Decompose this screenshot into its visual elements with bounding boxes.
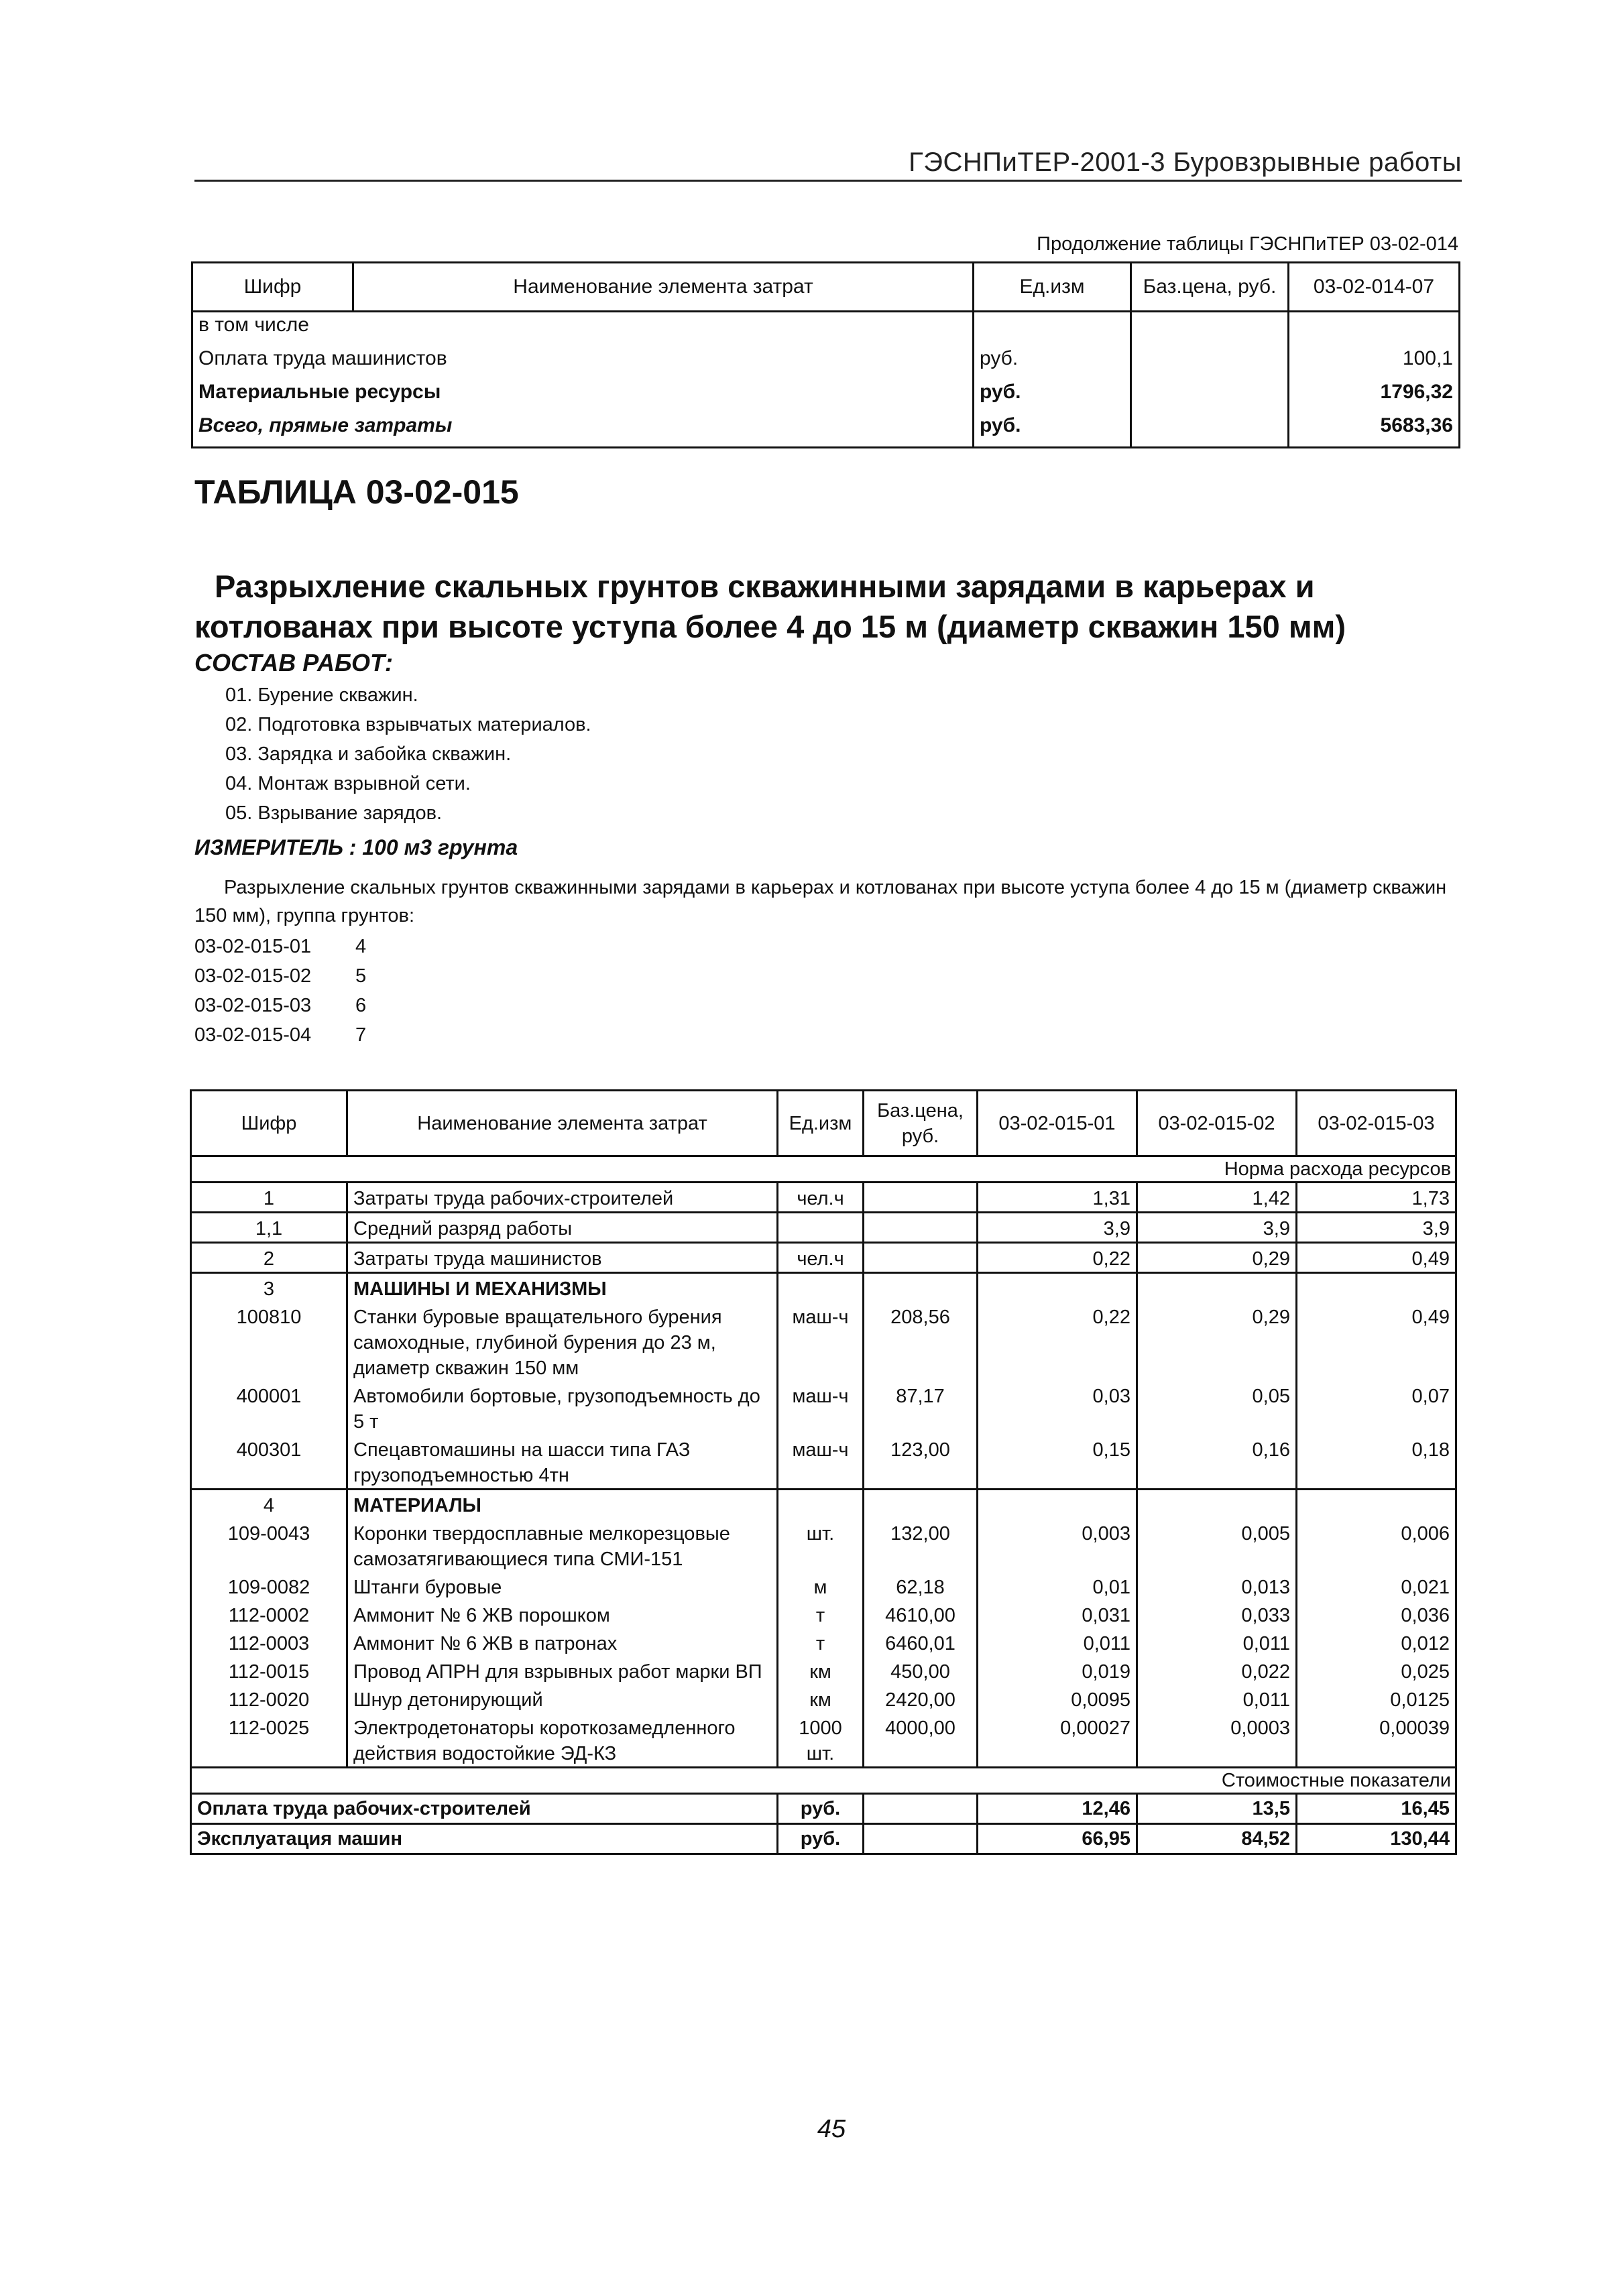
row-code: 112-0002 [191,1600,347,1628]
table-row [191,1302,1456,1381]
row-name: Средний разряд работы [347,1213,778,1243]
row-value: 0,011 [1137,1628,1297,1656]
row-price [864,1490,978,1519]
footer-unit: руб. [778,1824,864,1854]
group: 6 [355,995,367,1016]
row-value: 0,29 [1137,1302,1297,1381]
resource-table [190,1089,1457,1855]
list-item [194,1020,366,1050]
row-value: 100,1 [1289,346,1460,379]
row-code: 112-0003 [191,1628,347,1656]
footer-price [864,1824,978,1854]
column-header: Ед.изм [974,263,1131,312]
table-row [192,379,1460,413]
row-price [864,1213,978,1243]
row-code: 1,1 [191,1213,347,1243]
group: 4 [355,936,367,957]
table-row [191,1685,1456,1713]
row-unit: 1000 шт. [778,1713,864,1768]
table-header-row [191,1091,1456,1156]
row-code: 3 [191,1273,347,1303]
footer-price [864,1794,978,1824]
row-price: 6460,01 [864,1628,978,1656]
row-price [1131,346,1289,379]
footer-value: 13,5 [1137,1794,1297,1824]
row-value [1289,312,1460,347]
column-header: Наименование элемента затрат [347,1091,778,1156]
code: 03-02-015-04 [194,1024,312,1046]
row-unit: м [778,1572,864,1600]
row-price [1131,312,1289,347]
row-value: 1,31 [978,1183,1137,1213]
column-header: 03-02-014-07 [1289,263,1460,312]
row-unit: чел.ч [778,1183,864,1213]
table-row [191,1628,1456,1656]
row-value: 5683,36 [1289,413,1460,448]
row-value [1297,1273,1456,1303]
footer-row [191,1824,1456,1854]
work-list [225,680,591,828]
table-row [191,1183,1456,1213]
table-row [191,1381,1456,1435]
list-item [194,991,366,1020]
row-name: Коронки твердосплавные мелкорезцовые самозатягивающиеся типа СМИ-151 [347,1518,778,1572]
row-name: Станки буровые вращательного бурения самоходные, глубиной бурения до 23 м, диаметр скважин 150 мм [347,1302,778,1381]
row-unit: руб. [974,346,1131,379]
row-code: 400301 [191,1435,347,1490]
row-unit [974,312,1131,347]
table-continuation-caption: Продолжение таблицы ГЭСНПиТЕР 03-02-014 [1037,233,1458,255]
row-price: 4610,00 [864,1600,978,1628]
row-value: 0,003 [978,1518,1137,1572]
row-name: Всего, прямые затраты [192,413,974,448]
row-value [1137,1490,1297,1519]
row-name: Аммонит № 6 ЖВ в патронах [347,1628,778,1656]
row-price: 4000,00 [864,1713,978,1768]
column-header: Баз.цена, руб. [1131,263,1289,312]
row-value: 0,15 [978,1435,1137,1490]
row-unit: маш-ч [778,1302,864,1381]
row-value: 3,9 [978,1213,1137,1243]
row-value: 0,16 [1137,1435,1297,1490]
row-value [978,1490,1137,1519]
row-name: Оплата труда машинистов [192,346,974,379]
table-row [191,1713,1456,1768]
header-rule [194,180,1462,182]
row-value: 0,036 [1297,1600,1456,1628]
row-value: 1,73 [1297,1183,1456,1213]
row-value: 0,01 [978,1572,1137,1600]
list-item: 03. Зарядка и забойка скважин. [225,743,512,765]
column-header: Наименование элемента затрат [353,263,974,312]
footer-value: 66,95 [978,1824,1137,1854]
row-name: МАТЕРИАЛЫ [347,1490,778,1519]
row-value: 0,012 [1297,1628,1456,1656]
row-price [864,1243,978,1273]
list-item: 01. Бурение скважин. [225,684,418,706]
table-row [191,1490,1456,1519]
row-price: 87,17 [864,1381,978,1435]
footer-row [191,1794,1456,1824]
meter-label: ИЗМЕРИТЕЛЬ : 100 м3 грунта [194,835,518,859]
row-code: 109-0082 [191,1572,347,1600]
row-price: 123,00 [864,1435,978,1490]
row-value [1137,1273,1297,1303]
code: 03-02-015-02 [194,965,312,987]
row-value: 0,013 [1137,1572,1297,1600]
row-value: 0,011 [1137,1685,1297,1713]
norm-band-row [191,1156,1456,1183]
row-unit: т [778,1628,864,1656]
row-value [978,1273,1137,1303]
row-code: 4 [191,1490,347,1519]
row-price [864,1273,978,1303]
table-row [191,1600,1456,1628]
row-unit: маш-ч [778,1435,864,1490]
row-code: 100810 [191,1302,347,1381]
row-name: Затраты труда машинистов [347,1243,778,1273]
list-item [194,932,366,961]
code: 03-02-015-01 [194,936,312,957]
row-value: 0,031 [978,1600,1137,1628]
row-code: 2 [191,1243,347,1273]
table-row [192,312,1460,347]
row-value: 0,0125 [1297,1685,1456,1713]
code: 03-02-015-03 [194,995,312,1016]
list-item: 04. Монтаж взрывной сети. [225,773,471,794]
cost-band-label: Стоимостные показатели [191,1768,1456,1794]
continuation-table [191,261,1460,448]
row-value: 0,0095 [978,1685,1137,1713]
footer-unit: руб. [778,1794,864,1824]
group: 5 [355,965,367,987]
list-item [194,961,366,991]
row-price: 450,00 [864,1656,978,1685]
group: 7 [355,1024,367,1046]
row-value: 1,42 [1137,1183,1297,1213]
row-price [1131,413,1289,448]
row-unit [778,1490,864,1519]
row-name: Шнур детонирующий [347,1685,778,1713]
row-value: 0,033 [1137,1600,1297,1628]
table-row [191,1435,1456,1490]
row-unit [778,1213,864,1243]
row-value: 0,49 [1297,1302,1456,1381]
norm-band-label: Норма расхода ресурсов [191,1156,1456,1183]
section-title-line: Разрыхление скальных грунтов скважинными зарядами в карьерах и [215,568,1315,604]
footer-name: Эксплуатация машин [191,1824,778,1854]
row-unit: т [778,1600,864,1628]
footer-value: 84,52 [1137,1824,1297,1854]
row-code: 112-0015 [191,1656,347,1685]
list-item: 05. Взрывание зарядов. [225,802,443,824]
table-row [192,413,1460,448]
row-unit: шт. [778,1518,864,1572]
resource-rows [191,1183,1456,1768]
row-name: Спецавтомашины на шасси типа ГАЗ грузоподъемностью 4тн [347,1435,778,1490]
section-title [194,566,1468,647]
column-header: Баз.цена, руб. [864,1091,978,1156]
table-row [191,1656,1456,1685]
footer-value: 12,46 [978,1794,1137,1824]
table-header-row [192,263,1460,312]
row-value: 0,019 [978,1656,1137,1685]
list-item: 02. Подготовка взрывчатых материалов. [225,714,591,735]
row-name: Аммонит № 6 ЖВ порошком [347,1600,778,1628]
row-code: 1 [191,1183,347,1213]
row-unit: км [778,1685,864,1713]
row-name: Провод АПРН для взрывных работ марки ВП [347,1656,778,1685]
section-title-line: котлованах при высоте уступа более 4 до 15 м (диаметр скважин 150 мм) [194,609,1346,644]
row-value: 0,49 [1297,1243,1456,1273]
row-value: 0,18 [1297,1435,1456,1490]
row-code: 109-0043 [191,1518,347,1572]
row-value: 0,011 [978,1628,1137,1656]
row-value: 0,022 [1137,1656,1297,1685]
table-row [191,1243,1456,1273]
row-value: 0,03 [978,1381,1137,1435]
row-value [1297,1490,1456,1519]
row-value: 3,9 [1297,1213,1456,1243]
column-header: 03-02-015-01 [978,1091,1137,1156]
table-title: ТАБЛИЦА 03-02-015 [194,473,519,511]
row-value: 0,05 [1137,1381,1297,1435]
row-price: 208,56 [864,1302,978,1381]
row-price [864,1183,978,1213]
row-name: Штанги буровые [347,1572,778,1600]
row-value: 0,22 [978,1243,1137,1273]
column-header: 03-02-015-03 [1297,1091,1456,1156]
row-value: 0,22 [978,1302,1137,1381]
table-row [191,1273,1456,1303]
row-value: 0,07 [1297,1381,1456,1435]
row-name: в том числе [192,312,974,347]
row-name: МАШИНЫ И МЕХАНИЗМЫ [347,1273,778,1303]
column-header: Шифр [192,263,353,312]
row-name: Материальные ресурсы [192,379,974,413]
row-unit: маш-ч [778,1381,864,1435]
row-value: 0,006 [1297,1518,1456,1572]
table-row [192,346,1460,379]
table-row [191,1572,1456,1600]
footer-value: 130,44 [1297,1824,1456,1854]
row-value: 0,00039 [1297,1713,1456,1768]
row-unit: чел.ч [778,1243,864,1273]
description: Разрыхление скальных грунтов скважинными зарядами в карьерах и котлованах при высоте уступа более 4 до 15 м (диаметр скважин 150 мм), группа грунтов: [194,877,1447,926]
row-value: 0,021 [1297,1572,1456,1600]
page-number: 45 [817,2115,846,2143]
row-name: Автомобили бортовые, грузоподъемность до 5 т [347,1381,778,1435]
footer-value: 16,45 [1297,1794,1456,1824]
row-value: 0,00027 [978,1713,1137,1768]
row-price: 62,18 [864,1572,978,1600]
row-price: 132,00 [864,1518,978,1572]
cost-band-row [191,1768,1456,1794]
row-unit [778,1273,864,1303]
code-list [194,932,366,1050]
column-header: 03-02-015-02 [1137,1091,1297,1156]
row-price: 2420,00 [864,1685,978,1713]
work-heading: СОСТАВ РАБОТ: [194,649,393,676]
column-header: Ед.изм [778,1091,864,1156]
table-row [191,1518,1456,1572]
row-value: 3,9 [1137,1213,1297,1243]
row-code: 400001 [191,1381,347,1435]
table-row [191,1213,1456,1243]
footer-name: Оплата труда рабочих-строителей [191,1794,778,1824]
row-value: 1796,32 [1289,379,1460,413]
column-header: Шифр [191,1091,347,1156]
row-unit: км [778,1656,864,1685]
row-unit: руб. [974,379,1131,413]
row-value: 0,025 [1297,1656,1456,1685]
row-code: 112-0025 [191,1713,347,1768]
row-value: 0,005 [1137,1518,1297,1572]
row-value: 0,29 [1137,1243,1297,1273]
row-name: Электродетонаторы короткозамедленного действия водостойкие ЭД-КЗ [347,1713,778,1768]
running-header: ГЭСНПиТЕР-2001-3 Буровзрывные работы [909,147,1462,177]
row-unit: руб. [974,413,1131,448]
row-price [1131,379,1289,413]
row-value: 0,0003 [1137,1713,1297,1768]
row-name: Затраты труда рабочих-строителей [347,1183,778,1213]
row-code: 112-0020 [191,1685,347,1713]
